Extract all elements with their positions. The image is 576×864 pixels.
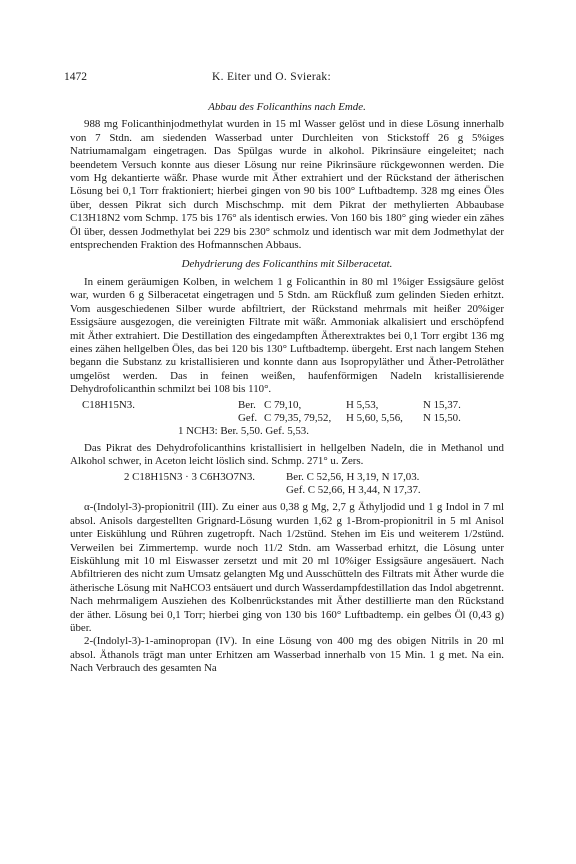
paragraph-picrate: Das Pikrat des Dehydrofolicanthins kristallisiert in hellgelben Nadeln, die in Methanol und Alkohol schwer, in Aceton leicht löslich sind. Schmp. 271° u. Zers. — [70, 441, 504, 468]
paragraph-aminopropane: 2-(Indolyl-3)-1-aminopropan (IV). In eine Lösung von 400 mg des obigen Nitrils in 20 ml absol. Äthanols trägt man unter Erhitzen am Wasserbad innerhalb von 15 Min. 1 g met. Na ein. Nach Verbrauch des gesamten Na — [70, 635, 504, 675]
paragraph-propionitrile: α-(Indolyl-3)-propionitril (III). Zu einer aus 0,38 g Mg, 2,7 g Äthyljodid und 1 g Indol in 7 ml absol. Anisols dargestellten Grignard-Lösung wurden 1,62 g 1-Brom-propionitril in 5 ml Anisol unter Eiskühlung und Rühren zugetropft. Nach 1/2stünd. Stehen im Eis und weiterem 1/2stünd. Verweilen bei Zimmertemp. wurde noch 11/2 Stdn. am Wasserbad erhitzt, die Lösung unter Eiskühlung mit 10 ml Eiswasser zersetzt und mit 20 ml 10%iger Essigsäure angesäuert. Nach Abfiltrieren des nicht zum Umsatz gelangten Mg und Ausschütteln des Filtrats mit Äther wurde die ätherische Lösung mit NaHCO3 entsäuert und durch Wasserdampfdestillation das Indol abgetrennt. Nach mehrmaligem Ausziehen des Kolbenrückstandes mit Äther destillierte man den Rückstand der äther. Lösung bei 0,1 Torr; hierbei ging von 130 bis 160° Luftbadtemp. ein gelbes Öl (0,43 g) über. — [70, 501, 504, 634]
section-heading-emde: Abbau des Folicanthins nach Emde. — [208, 101, 366, 113]
gef-c-value: C 79,35, 79,52, — [264, 411, 332, 424]
ber-h-value: H 5,53, — [346, 398, 379, 411]
ber-label: Ber. — [238, 398, 256, 411]
gef-h-value: H 5,60, 5,56, — [346, 411, 403, 424]
analysis-nch3-row — [70, 425, 504, 438]
page-number: 1472 — [64, 71, 87, 83]
running-head: K. Eiter und O. Svierak: — [212, 71, 331, 83]
analysis-ber-row — [70, 399, 504, 412]
elemental-analysis-2 — [70, 471, 504, 498]
ber-n-value: N 15,37. — [423, 398, 461, 411]
ber-c-value: C 79,10, — [264, 398, 302, 411]
picrate-ber: Ber. C 52,56, H 3,19, N 17,03. — [286, 470, 420, 483]
paragraph-emde-degradation: 988 mg Folicanthinjodmethylat wurden in 15 ml Wasser gelöst und in diese Lösung innerhalb von 7 Stdn. am siedenden Wasserbad unter Durchleiten von Stickstoff 26 g 5%iges Natriumamalgam eingetragen. Das Spülgas wurde in alkohol. Pikrinsäure eingeleitet; nach beendetem Versuch konnte aus dieser Lösung nur reine Pikrinsäure rückgewonnen werden. Die vom Hg dekantierte wäßr. Phase wurde mit Äther extrahiert und der Rückstand der ätherischen Lösung bei 0,1 Torr fraktioniert; hierbei gingen von 90 bis 100° Luftbadtemp. 328 mg eines Öles über, dessen Pikrat sich durch Mischschmp. mit dem Pikrat der methylierten Abbaubase C13H18N2 vom Schmp. 175 bis 176° als identisch erwies. Von 160 bis 180° ging wieder ein zähes Öl über, dessen Jodmethylat bei 229 bis 230° schmolz und identisch war mit dem Jodmethylat der entsprechenden Fraktion des Hofmannschen Abbaus. — [70, 118, 504, 252]
analysis-formula: C18H15N3. — [82, 398, 135, 411]
analysis-gef-row — [70, 412, 504, 425]
page-header — [64, 71, 504, 85]
picrate-formula: 2 C18H15N3 · 3 C6H3O7N3. — [124, 470, 255, 483]
gef-n-value: N 15,50. — [423, 411, 461, 424]
picrate-gef-row — [70, 484, 504, 497]
nch3-analysis: 1 NCH3: Ber. 5,50. Gef. 5,53. — [178, 425, 309, 438]
picrate-ber-row — [70, 471, 504, 484]
picrate-gef: Gef. C 52,66, H 3,44, N 17,37. — [286, 483, 421, 496]
section-heading-dehydration: Dehydrierung des Folicanthins mit Silberacetat. — [181, 258, 393, 271]
elemental-analysis-1 — [70, 399, 504, 439]
article-body — [70, 101, 504, 676]
gef-label: Gef. — [238, 411, 258, 424]
paragraph-dehydration: In einem geräumigen Kolben, in welchem 1 g Folicanthin in 80 ml 1%iger Essigsäure gelöst war, wurden 6 g Silberacetat eingetragen und 5 Stdn. am Rückfluß zum gelinden Sieden erhitzt. Vom ausgeschiedenen Silber wurde abfiltriert, der Rückstand mehrmals mit heißer 20%iger Essigsäure ausgezogen, die vereinigten Filtrate mit wäßr. Ammoniak alkalisiert und erschöpfend mit Äther extrahiert. Die Destillation des eingedampften Ätherextraktes bei 0,1 Torr ergibt 136 mg eines zähen hellgelben Öles, das bei 120 bis 130° Luftbadtemp. übergeht. Erst nach langem Stehen begann die Substanz zu kristallisieren und konnte dann aus Isopropyläther und Äther-Petroläther umgelöst werden. Das in feinen weißen, haufenförmigen Nadeln kristallisierende Dehydrofolicanthin schmilzt bei 108 bis 110°. — [70, 275, 504, 396]
